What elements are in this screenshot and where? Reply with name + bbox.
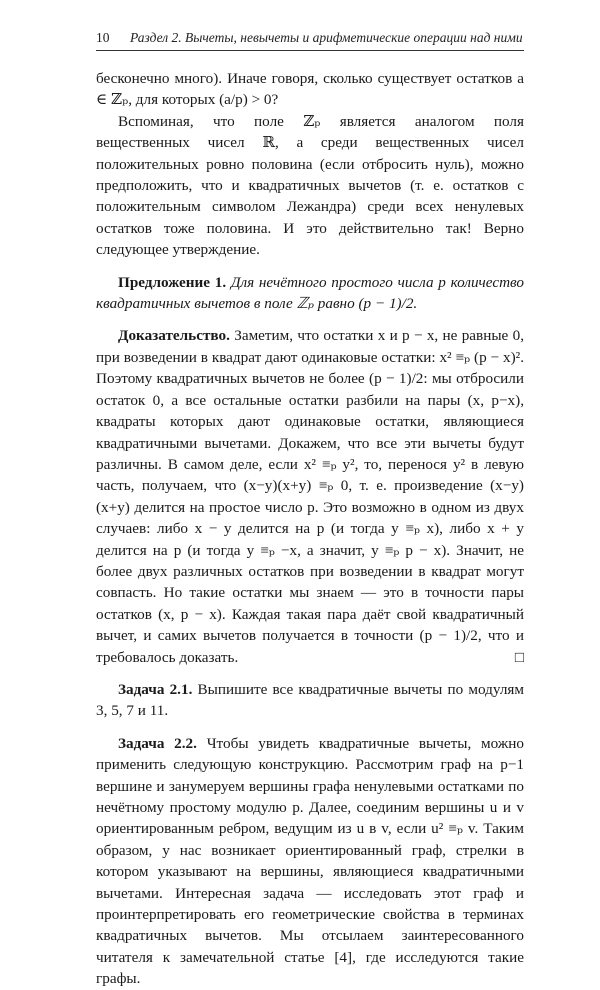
exercise-2-2 xyxy=(96,733,524,990)
running-title: Раздел 2. Вычеты, невычеты и арифметические операции над ними xyxy=(130,30,523,45)
running-header xyxy=(96,30,524,51)
exercise-text: Чтобы увидеть квадратичные вычеты, можно применить следующую конструкцию. Рассмотрим граф на p−1 вершине и занумеруем вершины графа ненулевыми остатками по нечётному простому модулю p. Далее, соединим вершины u и v ориентированным ребром, ведущим из u в v, если u² ≡ₚ v. Таким образом, у нас возникает ориентированный граф, стрелки в котором указывают на вершины, являющиеся квадратичными вычетами. Интересная задача — исследовать этот граф и проинтерпретировать его геометрические свойства в терминах квадратичных вычетов. Мы отсылаем заинтересованного читателя к замечательной статье [4], где исследуются такие графы. xyxy=(96,734,525,988)
exercise-label: Задача 2.1. xyxy=(118,680,193,698)
paragraph-continuation xyxy=(96,68,524,111)
proposition-text: Для нечётного простого числа p количество квадратичных вычетов в поле ℤₚ равно (p − 1)/2. xyxy=(96,273,525,313)
exercise-label: Задача 2.2. xyxy=(118,734,197,752)
exercise-2-1 xyxy=(96,679,524,722)
exercise-text: Выпишите все квадратичные вычеты по модулям 3, 5, 7 и 11. xyxy=(96,680,524,720)
proof-text: Заметим, что остатки x и p − x, не равные 0, при возведении в квадрат дают одинаковые остатки: x² ≡ₚ (p − x)². Поэтому квадратичных вычетов не более (p − 1)/2: мы отбросили остаток 0, а все остальные остатки разбили на пары (x, p−x), квадраты которых дают одинаковые остатки, являющиеся квадратичными вычетами. Докажем, что все эти вычеты будут различны. В самом деле, если x² ≡ₚ y², то, перенося y² в левую часть, получаем, что (x−y)(x+y) ≡ₚ 0, т. е. произведение (x−y)(x+y) делится на простое число p. Это возможно в одном из двух случаев: либо x − y делится на p (и тогда y ≡ₚ x), либо x + y делится на p (и тогда y ≡ₚ −x, а значит, y ≡ₚ p − x). Значит, не более двух различных остатков при возведении в квадрат могут совпасть. Но такие остатки мы знаем — это в точности пары остатков (x, p − x). Каждая такая пара даёт свой квадратичный вычет, и самих вычетов получается в точности (p − 1)/2, что и требовалось доказать. xyxy=(96,327,524,666)
page-number: 10 xyxy=(96,30,110,45)
paragraph-analogy xyxy=(96,111,524,261)
paragraph-text: Вспоминая, что поле ℤₚ является аналогом поля вещественных чисел ℝ, а среди вещественных чисел положительных ровно половина (если отбросить нуль), можно предположить, что и квадратичных вычетов (т. е. остатков с положительным символом Лежандра) среди всех ненулевых остатков тоже половина. И это действительно так! Верно следующее утверждение. xyxy=(96,112,524,259)
paragraph-text: бесконечно много). Иначе говоря, сколько существует остатков a ∈ ℤₚ, для которых (a/p) > 0? xyxy=(96,70,524,109)
proof-label: Доказательство. xyxy=(118,327,230,345)
proposition-label: Предложение 1. xyxy=(118,273,227,291)
qed-mark: □ xyxy=(514,648,524,666)
proposition-1 xyxy=(96,272,524,315)
proof xyxy=(96,325,524,668)
page-body xyxy=(96,68,524,990)
